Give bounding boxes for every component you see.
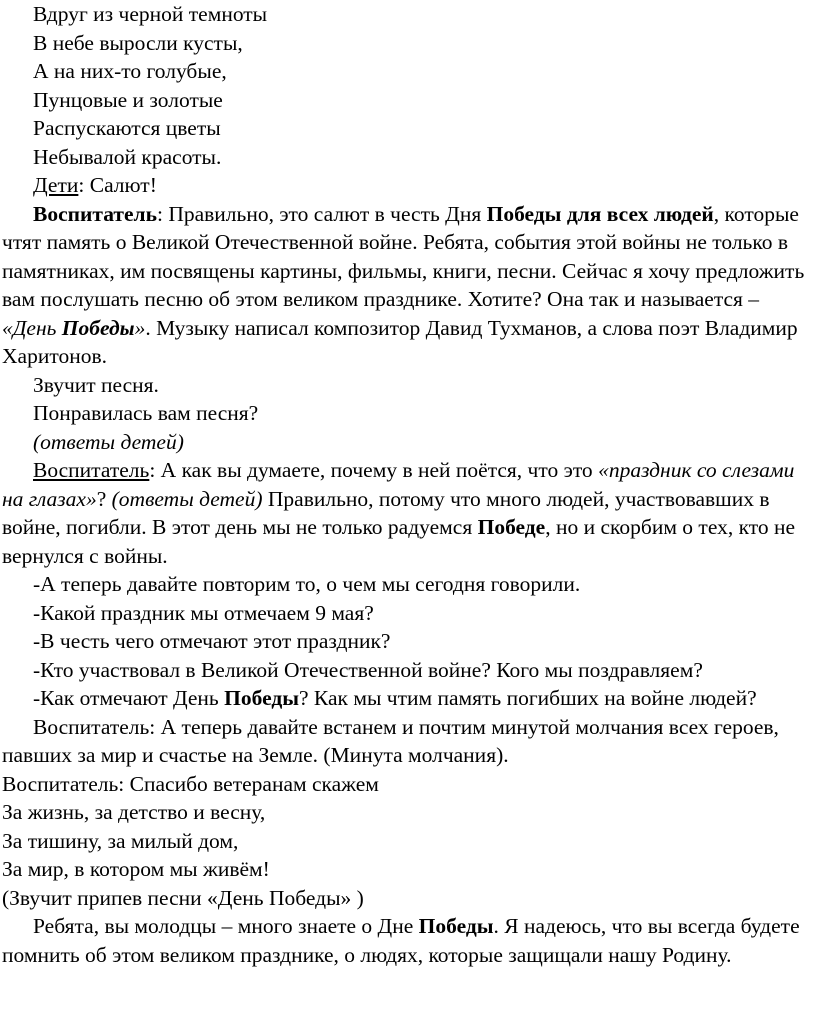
- review-question: -А теперь давайте повторим то, о чем мы сегодня говорили.: [33, 572, 581, 596]
- teacher-paragraph-3: Воспитатель: А теперь давайте встанем и почтим минутой молчания всех героев, павших за мир и счастье на Земле. (Минута молчания).: [2, 714, 779, 767]
- closing-paragraph: Ребята, вы молодцы – много знаете о Дне Победы. Я надеюсь, что вы всегда будете помнить об этом великом празднике, о людях, которые защищали нашу Родину.: [2, 914, 800, 967]
- poem-line: А на них-то голубые,: [33, 59, 227, 83]
- speaker-label: Воспитатель: [33, 201, 157, 226]
- stage-direction: (Звучит припев песни «День Победы» ): [2, 885, 364, 910]
- poem-line: За мир, в котором мы живём!: [2, 857, 270, 881]
- poem-line: Пунцовые и золотые: [33, 87, 223, 112]
- stage-direction: Звучит песня.: [33, 372, 159, 397]
- poem-line: Небывалой красоты.: [33, 144, 222, 169]
- teacher-paragraph-2: Воспитатель: А как вы думаете, почему в ней поётся, что это «праздник со слезами на глазах»? (ответы детей) Правильно, потому что много людей, участвовавших в войне, погибли. В этот день мы не только радуемся Победе, но и скорбим о тех, кто не вернулся с войны.: [2, 458, 796, 568]
- review-question: -Какой праздник мы отмечаем 9 мая?: [33, 600, 374, 625]
- speaker-label: Воспитатель: [33, 458, 150, 482]
- poem-line: В небе выросли кусты,: [33, 30, 243, 55]
- review-question: -Как отмечают День Победы? Как мы чтим память погибших на войне людей?: [33, 686, 757, 710]
- review-question: -В честь чего отмечают этот праздник?: [33, 629, 391, 653]
- teacher-paragraph-1: Воспитатель: Правильно, это салют в честь Дня Победы для всех людей, которые чтят память о Великой Отечественной войне. Ребята, события этой войны не только в памятниках, им посвящены картины, фильмы, книги, песни. Сейчас я хочу предложить вам послушать песню об этом великом празднике. Хотите? Она так и называется – «День Победы». Музыку написал композитор Давид Тухманов, а слова поэт Владимир Харитонов.: [2, 201, 805, 368]
- poem-line: За жизнь, за детство и весну,: [2, 800, 266, 824]
- poem-line: За тишину, за милый дом,: [2, 828, 239, 853]
- poem-line: Вдруг из черной темноты: [33, 2, 268, 26]
- children-reply: Дети: Салют!: [33, 173, 157, 197]
- review-question: -Кто участвовал в Великой Отечественной войне? Кого мы поздравляем?: [33, 657, 703, 682]
- poem-line: Воспитатель: Спасибо ветеранам скажем: [2, 771, 379, 796]
- question-line: Понравилась вам песня?: [33, 401, 259, 425]
- answers-note: (ответы детей): [33, 429, 184, 454]
- poem-line: Распускаются цветы: [33, 116, 221, 140]
- speaker-label: Дети: [33, 173, 79, 197]
